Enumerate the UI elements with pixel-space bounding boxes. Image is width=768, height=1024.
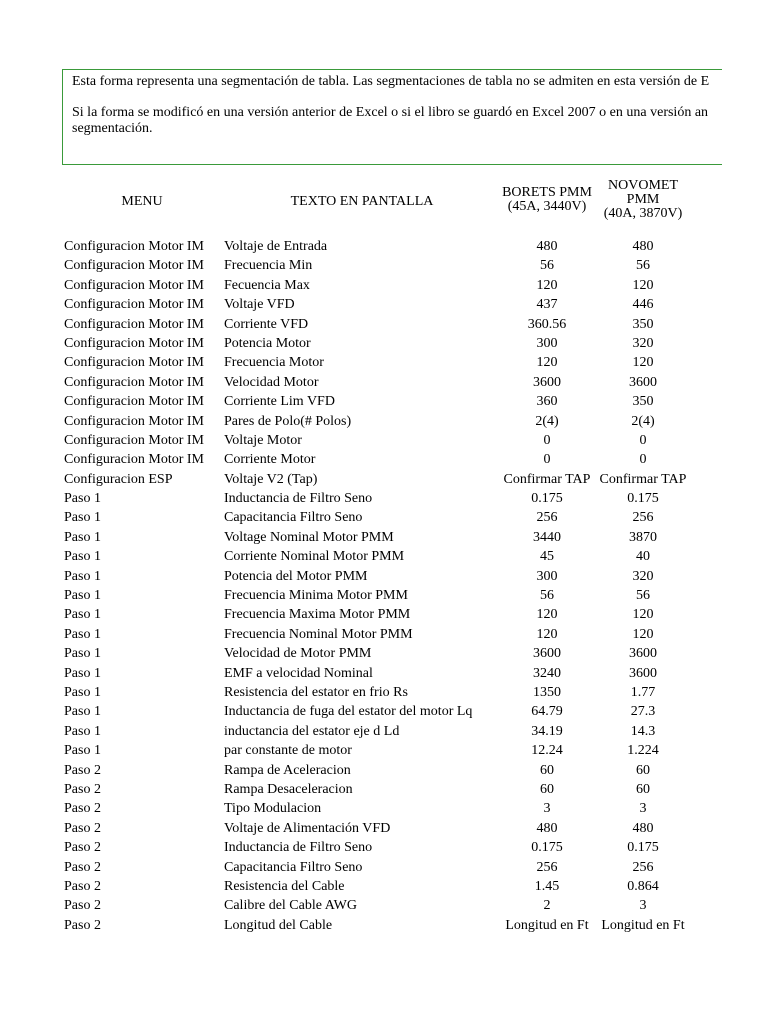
borets-value-cell: 360 bbox=[536, 394, 558, 410]
texto-cell: Capacitancia Filtro Seno bbox=[224, 859, 363, 875]
header-novomet-line-1: NOVOMET bbox=[608, 178, 678, 193]
table-row bbox=[0, 605, 768, 624]
texto-cell: Longitud del Cable bbox=[224, 917, 333, 933]
header-menu-label: MENU bbox=[121, 194, 163, 209]
borets-value-cell: 34.19 bbox=[531, 723, 563, 739]
menu-cell: Paso 1 bbox=[64, 588, 101, 604]
borets-value-cell: 0 bbox=[543, 452, 551, 468]
novomet-value-cell: 3 bbox=[639, 801, 647, 817]
novomet-value-cell: 14.3 bbox=[630, 723, 656, 739]
header-texto-label: TEXTO EN PANTALLA bbox=[290, 194, 434, 209]
novomet-value-cell: 120 bbox=[632, 355, 654, 371]
notice-line-3: segmentación. bbox=[72, 121, 153, 136]
menu-cell: Paso 2 bbox=[64, 801, 101, 817]
texto-cell: Velocidad Motor bbox=[224, 374, 319, 390]
menu-cell: Configuracion Motor IM bbox=[64, 413, 204, 429]
borets-value-cell: 60 bbox=[540, 762, 554, 778]
borets-value-cell: 0 bbox=[543, 432, 551, 448]
menu-cell: Configuracion Motor IM bbox=[64, 394, 204, 410]
header-texto bbox=[280, 195, 444, 209]
texto-cell: Frecuencia Nominal Motor PMM bbox=[224, 626, 413, 642]
menu-cell: Paso 1 bbox=[64, 607, 101, 623]
borets-value-cell: 300 bbox=[536, 335, 558, 351]
menu-cell: Configuracion Motor IM bbox=[64, 297, 204, 313]
texto-cell: Pares de Polo(# Polos) bbox=[224, 413, 352, 429]
borets-value-cell: Confirmar TAP bbox=[503, 471, 591, 487]
table-row bbox=[0, 276, 768, 295]
texto-cell: Inductancia de Filtro Seno bbox=[224, 840, 373, 856]
texto-cell: Voltaje VFD bbox=[224, 297, 295, 313]
menu-cell: Paso 1 bbox=[64, 723, 101, 739]
borets-value-cell: 1.45 bbox=[534, 878, 560, 894]
table-row bbox=[0, 315, 768, 334]
texto-cell: Voltaje de Entrada bbox=[224, 239, 328, 254]
header-borets-line-1: BORETS PMM bbox=[502, 185, 592, 200]
menu-cell: Paso 2 bbox=[64, 917, 101, 933]
novomet-value-cell: 350 bbox=[632, 316, 654, 332]
texto-cell: Frecuencia Maxima Motor PMM bbox=[224, 607, 411, 623]
texto-cell: Voltage Nominal Motor PMM bbox=[224, 529, 394, 545]
table-row bbox=[0, 761, 768, 780]
texto-cell: Inductancia de Filtro Seno bbox=[224, 491, 373, 507]
borets-value-cell: 0.175 bbox=[531, 491, 563, 507]
novomet-value-cell: 0 bbox=[639, 432, 647, 448]
novomet-value-cell: 3870 bbox=[629, 529, 657, 545]
table-row bbox=[0, 858, 768, 877]
menu-cell: Paso 1 bbox=[64, 568, 101, 584]
menu-cell: Paso 1 bbox=[64, 510, 101, 526]
slicer-notice-box bbox=[62, 69, 722, 165]
texto-cell: EMF a velocidad Nominal bbox=[224, 665, 373, 681]
borets-value-cell: 120 bbox=[536, 607, 558, 623]
menu-cell: Configuracion Motor IM bbox=[64, 258, 204, 274]
table-row bbox=[0, 237, 768, 256]
texto-cell: Fecuencia Max bbox=[224, 277, 310, 293]
borets-value-cell: 3240 bbox=[533, 665, 561, 681]
table-row bbox=[0, 508, 768, 527]
table-row bbox=[0, 722, 768, 741]
table-row bbox=[0, 644, 768, 663]
novomet-value-cell: 0.864 bbox=[627, 878, 659, 894]
texto-cell: Frecuencia Motor bbox=[224, 355, 324, 371]
table-row bbox=[0, 392, 768, 411]
table-row bbox=[0, 799, 768, 818]
menu-cell: Configuracion Motor IM bbox=[64, 335, 204, 351]
menu-cell: Configuracion Motor IM bbox=[64, 355, 204, 371]
novomet-value-cell: Longitud en Ft bbox=[601, 917, 685, 933]
texto-cell: Tipo Modulacion bbox=[224, 801, 322, 817]
borets-value-cell: 3600 bbox=[533, 374, 561, 390]
texto-cell: Corriente Motor bbox=[224, 452, 316, 468]
borets-value-cell: 120 bbox=[536, 355, 558, 371]
novomet-value-cell: 3600 bbox=[629, 374, 657, 390]
novomet-value-cell: 60 bbox=[636, 762, 650, 778]
novomet-value-cell: 0 bbox=[639, 452, 647, 468]
table-row bbox=[0, 586, 768, 605]
menu-cell: Paso 1 bbox=[64, 743, 101, 759]
header-menu bbox=[100, 195, 184, 209]
borets-value-cell: 360.56 bbox=[527, 316, 567, 332]
novomet-value-cell: Confirmar TAP bbox=[599, 471, 687, 487]
texto-cell: Rampa Desaceleracion bbox=[224, 781, 353, 797]
novomet-value-cell: 480 bbox=[632, 239, 654, 254]
novomet-value-cell: 480 bbox=[632, 820, 654, 836]
novomet-value-cell: 446 bbox=[632, 297, 654, 313]
table-row bbox=[0, 412, 768, 431]
menu-cell: Configuracion Motor IM bbox=[64, 316, 204, 332]
table-row bbox=[0, 547, 768, 566]
table-row bbox=[0, 431, 768, 450]
menu-cell: Paso 1 bbox=[64, 529, 101, 545]
menu-cell: Paso 1 bbox=[64, 549, 101, 565]
borets-value-cell: 256 bbox=[536, 510, 558, 526]
texto-cell: par constante de motor bbox=[224, 743, 352, 759]
novomet-value-cell: 1.224 bbox=[627, 743, 659, 759]
table-row bbox=[0, 373, 768, 392]
borets-value-cell: 2(4) bbox=[535, 413, 559, 429]
texto-cell: Corriente VFD bbox=[224, 316, 309, 332]
novomet-value-cell: 0.175 bbox=[627, 491, 659, 507]
borets-value-cell: 0.175 bbox=[531, 840, 563, 856]
menu-cell: Paso 1 bbox=[64, 646, 101, 662]
texto-cell: Capacitancia Filtro Seno bbox=[224, 510, 363, 526]
texto-cell: Rampa de Aceleracion bbox=[224, 762, 351, 778]
texto-cell: Corriente Nominal Motor PMM bbox=[224, 549, 405, 565]
borets-value-cell: 64.79 bbox=[531, 704, 563, 720]
novomet-value-cell: 2(4) bbox=[631, 413, 655, 429]
menu-cell: Configuracion Motor IM bbox=[64, 277, 204, 293]
novomet-value-cell: 320 bbox=[632, 335, 654, 351]
novomet-value-cell: 56 bbox=[636, 258, 650, 274]
table-row bbox=[0, 489, 768, 508]
table-row bbox=[0, 353, 768, 372]
borets-value-cell: 56 bbox=[540, 258, 554, 274]
novomet-value-cell: 1.77 bbox=[630, 684, 656, 700]
table-row bbox=[0, 334, 768, 353]
table-row bbox=[0, 567, 768, 586]
table-row bbox=[0, 683, 768, 702]
borets-value-cell: 3600 bbox=[533, 646, 561, 662]
novomet-value-cell: 120 bbox=[632, 277, 654, 293]
table-row bbox=[0, 916, 768, 935]
texto-cell: Frecuencia Minima Motor PMM bbox=[224, 588, 408, 604]
borets-value-cell: 120 bbox=[536, 277, 558, 293]
menu-cell: Paso 2 bbox=[64, 878, 101, 894]
table-row bbox=[0, 470, 768, 489]
novomet-value-cell: 27.3 bbox=[630, 704, 656, 720]
novomet-value-cell: 56 bbox=[636, 588, 650, 604]
menu-cell: Paso 2 bbox=[64, 820, 101, 836]
header-novomet-line-2: PMM bbox=[626, 192, 660, 207]
table-row bbox=[0, 625, 768, 644]
table-row bbox=[0, 664, 768, 683]
texto-cell: Voltaje de Alimentación VFD bbox=[224, 820, 391, 836]
table-row bbox=[0, 702, 768, 721]
borets-value-cell: 45 bbox=[540, 549, 554, 565]
table-row bbox=[0, 896, 768, 915]
table-row bbox=[0, 838, 768, 857]
menu-cell: Configuracion ESP bbox=[64, 471, 173, 487]
texto-cell: inductancia del estator eje d Ld bbox=[224, 723, 400, 739]
menu-cell: Paso 2 bbox=[64, 898, 101, 914]
novomet-value-cell: 3600 bbox=[629, 646, 657, 662]
menu-cell: Paso 1 bbox=[64, 684, 101, 700]
novomet-value-cell: 256 bbox=[632, 859, 654, 875]
texto-cell: Resistencia del estator en frio Rs bbox=[224, 684, 408, 700]
texto-cell: Voltaje Motor bbox=[224, 432, 302, 448]
table-row bbox=[0, 256, 768, 275]
menu-cell: Configuracion Motor IM bbox=[64, 452, 204, 468]
notice-line-2: Si la forma se modificó en una versión anterior de Excel o si el libro se guardó en Excel 2007 o en una versión an bbox=[72, 105, 709, 120]
menu-cell: Paso 1 bbox=[64, 665, 101, 681]
novomet-value-cell: 40 bbox=[636, 549, 650, 565]
menu-cell: Paso 1 bbox=[64, 491, 101, 507]
texto-cell: Resistencia del Cable bbox=[224, 878, 345, 894]
table-row bbox=[0, 819, 768, 838]
texto-cell: Potencia del Motor PMM bbox=[224, 568, 368, 584]
texto-cell: Corriente Lim VFD bbox=[224, 394, 335, 410]
novomet-value-cell: 350 bbox=[632, 394, 654, 410]
table-row bbox=[0, 528, 768, 547]
borets-value-cell: 1350 bbox=[533, 684, 561, 700]
novomet-value-cell: 3 bbox=[639, 898, 647, 914]
borets-value-cell: Longitud en Ft bbox=[505, 917, 589, 933]
menu-cell: Configuracion Motor IM bbox=[64, 374, 204, 390]
texto-cell: Potencia Motor bbox=[224, 335, 311, 351]
novomet-value-cell: 120 bbox=[632, 607, 654, 623]
menu-cell: Configuracion Motor IM bbox=[64, 239, 204, 254]
texto-cell: Inductancia de fuga del estator del motor Lq bbox=[224, 704, 473, 720]
header-novomet bbox=[588, 179, 698, 221]
borets-value-cell: 56 bbox=[540, 588, 554, 604]
table-row bbox=[0, 295, 768, 314]
menu-cell: Paso 2 bbox=[64, 781, 101, 797]
novomet-value-cell: 0.175 bbox=[627, 840, 659, 856]
table-row bbox=[0, 450, 768, 469]
table-body bbox=[0, 237, 768, 935]
borets-value-cell: 2 bbox=[543, 898, 551, 914]
novomet-value-cell: 60 bbox=[636, 781, 650, 797]
menu-cell: Configuracion Motor IM bbox=[64, 432, 204, 448]
borets-value-cell: 480 bbox=[536, 820, 558, 836]
borets-value-cell: 256 bbox=[536, 859, 558, 875]
borets-value-cell: 300 bbox=[536, 568, 558, 584]
borets-value-cell: 480 bbox=[536, 239, 558, 254]
borets-value-cell: 60 bbox=[540, 781, 554, 797]
header-novomet-line-3: (40A, 3870V) bbox=[603, 206, 683, 221]
texto-cell: Velocidad de Motor PMM bbox=[224, 646, 372, 662]
novomet-value-cell: 320 bbox=[632, 568, 654, 584]
borets-value-cell: 437 bbox=[536, 297, 558, 313]
borets-value-cell: 3440 bbox=[533, 529, 561, 545]
borets-value-cell: 120 bbox=[536, 626, 558, 642]
borets-value-cell: 3 bbox=[543, 801, 551, 817]
table-row bbox=[0, 741, 768, 760]
novomet-value-cell: 256 bbox=[632, 510, 654, 526]
menu-cell: Paso 2 bbox=[64, 840, 101, 856]
texto-cell: Frecuencia Min bbox=[224, 258, 313, 274]
menu-cell: Paso 1 bbox=[64, 626, 101, 642]
borets-value-cell: 12.24 bbox=[531, 743, 563, 759]
table-row bbox=[0, 877, 768, 896]
notice-line-1: Esta forma representa una segmentación de tabla. Las segmentaciones de tabla no se admiten en esta versión de E bbox=[72, 74, 710, 89]
menu-cell: Paso 2 bbox=[64, 859, 101, 875]
novomet-value-cell: 120 bbox=[632, 626, 654, 642]
header-borets-line-2: (45A, 3440V) bbox=[507, 199, 587, 214]
menu-cell: Paso 2 bbox=[64, 762, 101, 778]
menu-cell: Paso 1 bbox=[64, 704, 101, 720]
novomet-value-cell: 3600 bbox=[629, 665, 657, 681]
texto-cell: Calibre del Cable AWG bbox=[224, 898, 358, 914]
texto-cell: Voltaje V2 (Tap) bbox=[224, 471, 318, 487]
table-row bbox=[0, 780, 768, 799]
